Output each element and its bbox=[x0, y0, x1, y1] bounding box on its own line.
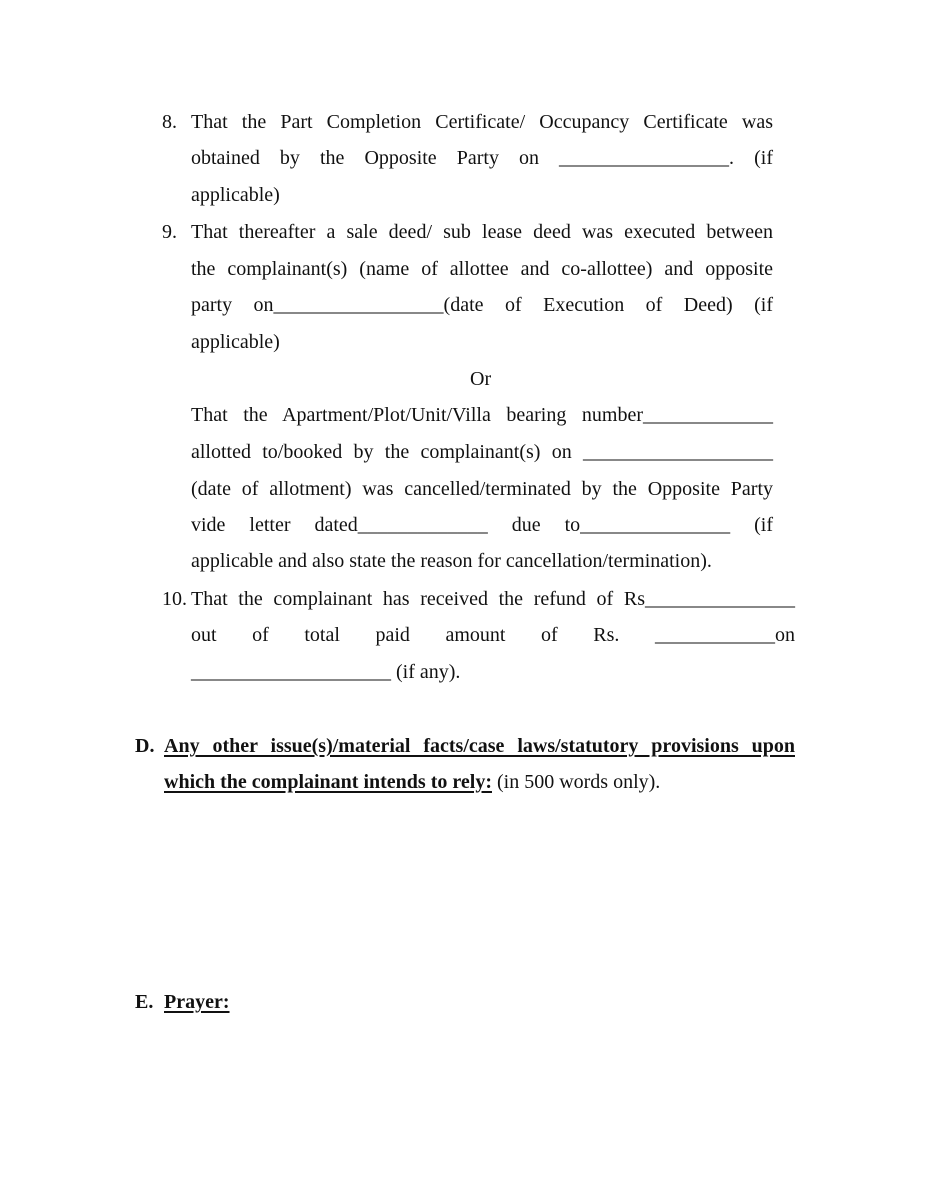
item-9-line-2: the complainant(s) (name of allottee and co-allottee) and opposite bbox=[191, 258, 773, 280]
section-d-heading-line-1 bbox=[164, 734, 795, 758]
section-d-heading-text-1: Any other issue(s)/material facts/case laws/statutory provisions upon bbox=[164, 735, 795, 757]
or-separator: Or bbox=[470, 368, 492, 390]
section-d-heading-text-2: which the complainant intends to rely: bbox=[164, 771, 492, 793]
section-d-heading-line-2 bbox=[164, 770, 660, 794]
alternative-line-3: (date of allotment) was cancelled/terminated by the Opposite Party bbox=[191, 478, 773, 500]
item-10-number: 10. bbox=[162, 588, 187, 610]
item-9-line-1: That thereafter a sale deed/ sub lease deed was executed between bbox=[191, 221, 773, 243]
section-e-heading-line bbox=[164, 990, 230, 1014]
alternative-line-4: vide letter dated_____________ due to_______________ (if bbox=[191, 514, 773, 536]
item-8-line-2: obtained by the Opposite Party on _________________. (if bbox=[191, 147, 773, 169]
alternative-line-5: applicable and also state the reason for cancellation/termination). bbox=[191, 550, 712, 572]
item-10-line-3: ____________________ (if any). bbox=[191, 661, 461, 683]
item-8-number: 8. bbox=[162, 111, 177, 133]
section-e-letter: E. bbox=[135, 991, 154, 1013]
item-8-line-3: applicable) bbox=[191, 184, 280, 206]
item-8-line-1: That the Part Completion Certificate/ Occupancy Certificate was bbox=[191, 111, 773, 133]
alternative-line-2: allotted to/booked by the complainant(s) on ___________________ bbox=[191, 441, 773, 463]
section-e-heading: Prayer: bbox=[164, 991, 230, 1013]
alternative-line-1: That the Apartment/Plot/Unit/Villa bearing number_____________ bbox=[191, 404, 773, 426]
item-9-line-3: party on_________________(date of Execution of Deed) (if bbox=[191, 294, 773, 316]
item-10-line-1: That the complainant has received the refund of Rs_______________ bbox=[191, 588, 795, 610]
item-9-number: 9. bbox=[162, 221, 177, 243]
section-d-note: (in 500 words only). bbox=[491, 771, 661, 793]
item-9-line-4: applicable) bbox=[191, 331, 280, 353]
section-d-letter: D. bbox=[135, 735, 155, 757]
item-10-line-2: out of total paid amount of Rs. ____________on bbox=[191, 624, 795, 646]
